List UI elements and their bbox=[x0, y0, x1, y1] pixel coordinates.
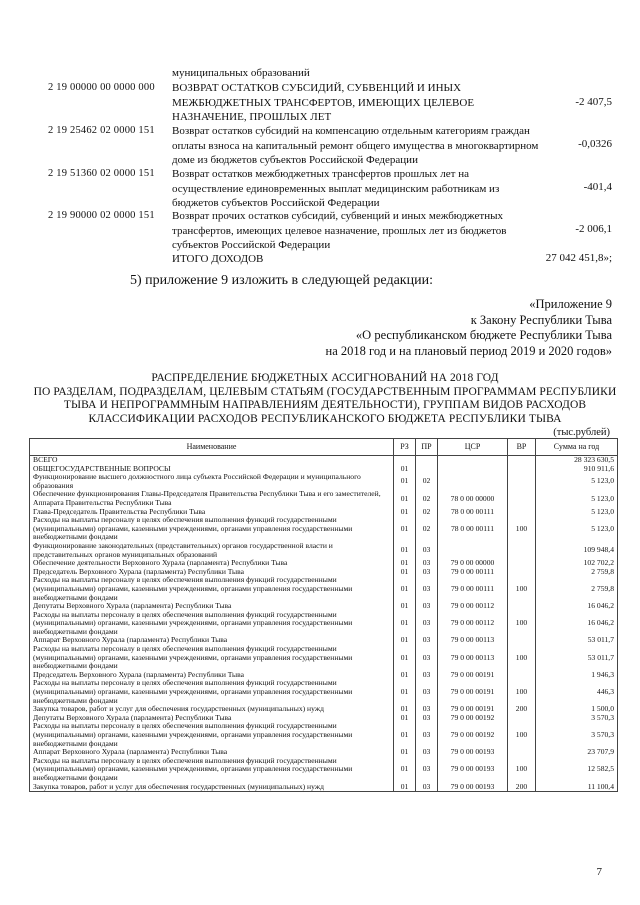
cell-vr bbox=[508, 559, 536, 568]
cell-sum: 53 011,7 bbox=[536, 645, 618, 671]
cell-rz: 01 bbox=[394, 783, 416, 792]
cell-name: Председатель Верховного Хурала (парламента) Республики Тыва bbox=[30, 568, 394, 577]
table-row bbox=[30, 576, 618, 602]
cell-pr: 02 bbox=[416, 508, 438, 517]
table-row bbox=[30, 757, 618, 783]
cell-vr bbox=[508, 456, 536, 465]
cell-sum: 1 500,0 bbox=[536, 705, 618, 714]
cell-pr: 03 bbox=[416, 783, 438, 792]
cell-sum: 1 946,3 bbox=[536, 671, 618, 680]
table-row bbox=[30, 783, 618, 792]
cell-vr: 100 bbox=[508, 516, 536, 542]
cell-name: Обеспечение функционирования Главы-Председателя Правительства Республики Тыва и его заместителей, Аппарата Правительства Республики Тыва bbox=[30, 490, 394, 507]
cell-name: Депутаты Верховного Хурала (парламента) Республики Тыва bbox=[30, 602, 394, 611]
cell-pr: 03 bbox=[416, 679, 438, 705]
cell-pr: 02 bbox=[416, 490, 438, 507]
header-name: Наименование bbox=[30, 439, 394, 456]
cell-pr: 03 bbox=[416, 542, 438, 559]
appendix-line: «Приложение 9 bbox=[529, 297, 612, 311]
revenue-code: 2 19 90000 02 0000 151 bbox=[48, 210, 155, 221]
cell-name: ОБЩЕГОСУДАРСТВЕННЫЕ ВОПРОСЫ bbox=[30, 465, 394, 474]
cell-vr bbox=[508, 748, 536, 757]
revenue-text: Возврат остатков межбюджетных трансфертов прошлых лет на осуществление единовременных выплат медицинским работникам из бюджетов субъектов Российской Федерации bbox=[172, 168, 500, 209]
cell-rz: 01 bbox=[394, 568, 416, 577]
table-row bbox=[30, 542, 618, 559]
cell-sum: 5 123,0 bbox=[536, 490, 618, 507]
table-heading bbox=[20, 372, 630, 426]
cell-csr bbox=[438, 473, 508, 490]
cell-sum: 12 582,5 bbox=[536, 757, 618, 783]
units-label: (тыс.рублей) bbox=[553, 427, 610, 438]
cell-vr bbox=[508, 636, 536, 645]
cell-sum: 16 046,2 bbox=[536, 602, 618, 611]
cell-sum: 102 702,2 bbox=[536, 559, 618, 568]
appendix-line: на 2018 год и на плановый период 2019 и 2020 годов» bbox=[325, 343, 612, 358]
cell-csr: 78 0 00 00111 bbox=[438, 516, 508, 542]
revenue-code: 2 19 00000 00 0000 000 bbox=[48, 82, 155, 93]
cell-rz: 01 bbox=[394, 473, 416, 490]
cell-pr: 03 bbox=[416, 671, 438, 680]
cell-vr: 100 bbox=[508, 722, 536, 748]
cell-csr: 79 0 00 00113 bbox=[438, 636, 508, 645]
cell-name: Председатель Верховного Хурала (парламента) Республики Тыва bbox=[30, 671, 394, 680]
cell-rz: 01 bbox=[394, 705, 416, 714]
cell-sum: 11 100,4 bbox=[536, 783, 618, 792]
cell-vr: 100 bbox=[508, 679, 536, 705]
cell-pr: 03 bbox=[416, 722, 438, 748]
cell-name: Расходы на выплаты персоналу в целях обеспечения выполнения функций государственными (муниципальными) органами, казенными учреждениями, органами управления государственными внебюджетными фондами bbox=[30, 722, 394, 748]
cell-name: Функционирование высшего должностного лица субъекта Российской Федерации и муниципального образования bbox=[30, 473, 394, 490]
cell-sum: 446,3 bbox=[536, 679, 618, 705]
revenue-text: муниципальных образований bbox=[172, 67, 310, 79]
table-row bbox=[30, 490, 618, 507]
cell-rz: 01 bbox=[394, 714, 416, 723]
heading-line: ПО РАЗДЕЛАМ, ПОДРАЗДЕЛАМ, ЦЕЛЕВЫМ СТАТЬЯМ (ГОСУДАРСТВЕННЫМ ПРОГРАММАМ РЕСПУБЛИКИ bbox=[33, 385, 617, 398]
cell-rz: 01 bbox=[394, 645, 416, 671]
cell-csr: 79 0 00 00193 bbox=[438, 748, 508, 757]
cell-vr: 100 bbox=[508, 757, 536, 783]
cell-csr: 79 0 00 00112 bbox=[438, 602, 508, 611]
cell-pr: 03 bbox=[416, 748, 438, 757]
heading-line: РАСПРЕДЕЛЕНИЕ БЮДЖЕТНЫХ АССИГНОВАНИЙ НА 2018 ГОД bbox=[151, 372, 499, 384]
cell-pr: 03 bbox=[416, 705, 438, 714]
cell-rz: 01 bbox=[394, 636, 416, 645]
cell-pr: 03 bbox=[416, 568, 438, 577]
cell-pr: 03 bbox=[416, 714, 438, 723]
revenue-value: -0,0326 bbox=[578, 138, 612, 150]
cell-csr: 79 0 00 00191 bbox=[438, 679, 508, 705]
table-header-row bbox=[30, 439, 618, 456]
cell-rz: 01 bbox=[394, 748, 416, 757]
cell-name: Глава-Председатель Правительства Республики Тыва bbox=[30, 508, 394, 517]
cell-csr: 79 0 00 00193 bbox=[438, 757, 508, 783]
revenue-total-label: ИТОГО ДОХОДОВ bbox=[172, 253, 264, 265]
cell-name: Расходы на выплаты персоналу в целях обеспечения выполнения функций государственными (муниципальными) органами, казенными учреждениями, органами управления государственными внебюджетными фондами bbox=[30, 645, 394, 671]
table-row bbox=[30, 611, 618, 637]
cell-pr: 03 bbox=[416, 576, 438, 602]
cell-csr: 78 0 00 00000 bbox=[438, 490, 508, 507]
heading-line: ТЫВА И НЕПРОГРАММНЫМ НАПРАВЛЕНИЯМ ДЕЯТЕЛЬНОСТИ), ГРУППАМ ВИДОВ РАСХОДОВ bbox=[63, 399, 587, 411]
cell-vr bbox=[508, 473, 536, 490]
heading-line: КЛАССИФИКАЦИИ РАСХОДОВ РЕСПУБЛИКАНСКОГО БЮДЖЕТА РЕСПУБЛИКИ ТЫВА bbox=[88, 412, 562, 425]
cell-vr bbox=[508, 568, 536, 577]
cell-sum: 2 759,8 bbox=[536, 576, 618, 602]
cell-vr: 100 bbox=[508, 576, 536, 602]
cell-name: Обеспечение деятельности Верховного Хурала (парламента) Республики Тыва bbox=[30, 559, 394, 568]
cell-vr: 200 bbox=[508, 783, 536, 792]
header-sum: Сумма на год bbox=[536, 439, 618, 456]
cell-csr: 79 0 00 00111 bbox=[438, 568, 508, 577]
cell-sum: 2 759,8 bbox=[536, 568, 618, 577]
cell-name: Расходы на выплаты персоналу в целях обеспечения выполнения функций государственными (муниципальными) органами, казенными учреждениями, органами управления государственными внебюджетными фондами bbox=[30, 611, 394, 637]
cell-rz: 01 bbox=[394, 722, 416, 748]
cell-sum: 28 323 630,5 bbox=[536, 456, 618, 465]
table-row bbox=[30, 722, 618, 748]
header-vr: ВР bbox=[508, 439, 536, 456]
cell-pr: 03 bbox=[416, 757, 438, 783]
cell-csr: 79 0 00 00112 bbox=[438, 611, 508, 637]
cell-sum: 3 570,3 bbox=[536, 714, 618, 723]
cell-pr: 03 bbox=[416, 559, 438, 568]
revenue-code: 2 19 51360 02 0000 151 bbox=[48, 168, 155, 179]
cell-pr: 03 bbox=[416, 636, 438, 645]
cell-name: Закупка товаров, работ и услуг для обеспечения государственных (муниципальных) нужд bbox=[30, 783, 394, 792]
amendment-paragraph: 5) приложение 9 изложить в следующей редакции: bbox=[130, 273, 433, 288]
cell-pr bbox=[416, 456, 438, 465]
cell-sum: 5 123,0 bbox=[536, 473, 618, 490]
revenue-code: 2 19 25462 02 0000 151 bbox=[48, 125, 155, 136]
cell-pr: 03 bbox=[416, 645, 438, 671]
cell-csr: 79 0 00 00113 bbox=[438, 645, 508, 671]
cell-csr bbox=[438, 542, 508, 559]
cell-sum: 53 011,7 bbox=[536, 636, 618, 645]
cell-rz: 01 bbox=[394, 576, 416, 602]
cell-csr: 78 0 00 00111 bbox=[438, 508, 508, 517]
cell-rz: 01 bbox=[394, 559, 416, 568]
cell-sum: 109 948,4 bbox=[536, 542, 618, 559]
cell-csr: 79 0 00 00192 bbox=[438, 714, 508, 723]
cell-name: Расходы на выплаты персоналу в целях обеспечения выполнения функций государственными (муниципальными) органами, казенными учреждениями, органами управления государственными внебюджетными фондами bbox=[30, 757, 394, 783]
cell-vr bbox=[508, 542, 536, 559]
cell-name: Расходы на выплаты персоналу в целях обеспечения выполнения функций государственными (муниципальными) органами, казенными учреждениями, органами управления государственными внебюджетными фондами bbox=[30, 516, 394, 542]
appendix-line: к Закону Республики Тыва bbox=[470, 312, 612, 327]
cell-csr: 79 0 00 00192 bbox=[438, 722, 508, 748]
cell-vr bbox=[508, 602, 536, 611]
header-rz: РЗ bbox=[394, 439, 416, 456]
cell-sum: 5 123,0 bbox=[536, 516, 618, 542]
revenue-text: ВОЗВРАТ ОСТАТКОВ СУБСИДИЙ, СУБВЕНЦИЙ И ИНЫХ МЕЖБЮДЖЕТНЫХ ТРАНСФЕРТОВ, ИМЕЮЩИХ ЦЕЛЕВОЕ НАЗНАЧЕНИЕ, ПРОШЛЫХ ЛЕТ bbox=[172, 82, 475, 123]
appendix-caption bbox=[192, 297, 612, 359]
cell-pr: 03 bbox=[416, 602, 438, 611]
cell-name: Функционирование законодательных (представительных) органов государственной власти и представительных органов муниципальных образований bbox=[30, 542, 394, 559]
cell-csr: 79 0 00 00191 bbox=[438, 705, 508, 714]
table-row bbox=[30, 516, 618, 542]
cell-vr bbox=[508, 714, 536, 723]
cell-rz: 01 bbox=[394, 516, 416, 542]
cell-name: Аппарат Верховного Хурала (парламента) Республики Тыва bbox=[30, 748, 394, 757]
cell-sum: 3 570,3 bbox=[536, 722, 618, 748]
cell-name: Расходы на выплаты персоналу в целях обеспечения выполнения функций государственными (муниципальными) органами, казенными учреждениями, органами управления государственными внебюджетными фондами bbox=[30, 679, 394, 705]
cell-pr: 03 bbox=[416, 611, 438, 637]
revenue-value: -2 407,5 bbox=[575, 96, 612, 108]
cell-pr: 02 bbox=[416, 516, 438, 542]
cell-vr: 200 bbox=[508, 705, 536, 714]
cell-vr: 100 bbox=[508, 611, 536, 637]
revenue-text: Возврат прочих остатков субсидий, субвенций и иных межбюджетных трансфертов, имеющих целевое назначение, прошлых лет из бюджетов субъектов Российской Федерации bbox=[172, 210, 507, 251]
cell-vr bbox=[508, 671, 536, 680]
revenue-total-value: 27 042 451,8»; bbox=[545, 252, 612, 264]
cell-csr: 79 0 00 00000 bbox=[438, 559, 508, 568]
cell-sum: 23 707,9 bbox=[536, 748, 618, 757]
cell-csr bbox=[438, 456, 508, 465]
cell-rz: 01 bbox=[394, 508, 416, 517]
table-row bbox=[30, 473, 618, 490]
header-csr: ЦСР bbox=[438, 439, 508, 456]
cell-rz: 01 bbox=[394, 490, 416, 507]
revenue-value: -401,4 bbox=[583, 181, 612, 193]
cell-csr: 79 0 00 00193 bbox=[438, 783, 508, 792]
cell-name: Депутаты Верховного Хурала (парламента) Республики Тыва bbox=[30, 714, 394, 723]
cell-rz: 01 bbox=[394, 757, 416, 783]
cell-rz: 01 bbox=[394, 602, 416, 611]
cell-name: Расходы на выплаты персоналу в целях обеспечения выполнения функций государственными (муниципальными) органами, казенными учреждениями, органами управления государственными внебюджетными фондами bbox=[30, 576, 394, 602]
revenue-text: Возврат остатков субсидий на компенсацию отдельным категориям граждан оплаты взноса на капитальный ремонт общего имущества в многоквартирном доме из бюджетов субъектов Российской Федерации bbox=[172, 125, 539, 166]
cell-rz: 01 bbox=[394, 611, 416, 637]
header-pr: ПР bbox=[416, 439, 438, 456]
cell-name: ВСЕГО bbox=[30, 456, 394, 465]
table-row bbox=[30, 679, 618, 705]
cell-pr bbox=[416, 465, 438, 474]
cell-sum: 910 911,6 bbox=[536, 465, 618, 474]
cell-sum: 16 046,2 bbox=[536, 611, 618, 637]
cell-rz: 01 bbox=[394, 542, 416, 559]
cell-rz: 01 bbox=[394, 679, 416, 705]
page-number: 7 bbox=[596, 866, 602, 878]
cell-name: Аппарат Верховного Хурала (парламента) Республики Тыва bbox=[30, 636, 394, 645]
cell-rz: 01 bbox=[394, 671, 416, 680]
cell-name: Закупка товаров, работ и услуг для обеспечения государственных (муниципальных) нужд bbox=[30, 705, 394, 714]
cell-sum: 5 123,0 bbox=[536, 508, 618, 517]
budget-table bbox=[29, 438, 618, 792]
cell-rz: 01 bbox=[394, 465, 416, 474]
cell-csr bbox=[438, 465, 508, 474]
cell-vr bbox=[508, 465, 536, 474]
cell-vr bbox=[508, 508, 536, 517]
cell-csr: 79 0 00 00191 bbox=[438, 671, 508, 680]
revenue-value: -2 006,1 bbox=[575, 223, 612, 235]
appendix-line: «О республиканском бюджете Республики Тыва bbox=[355, 328, 612, 342]
cell-csr: 79 0 00 00111 bbox=[438, 576, 508, 602]
table-row bbox=[30, 645, 618, 671]
cell-vr: 100 bbox=[508, 645, 536, 671]
cell-pr: 02 bbox=[416, 473, 438, 490]
cell-vr bbox=[508, 490, 536, 507]
